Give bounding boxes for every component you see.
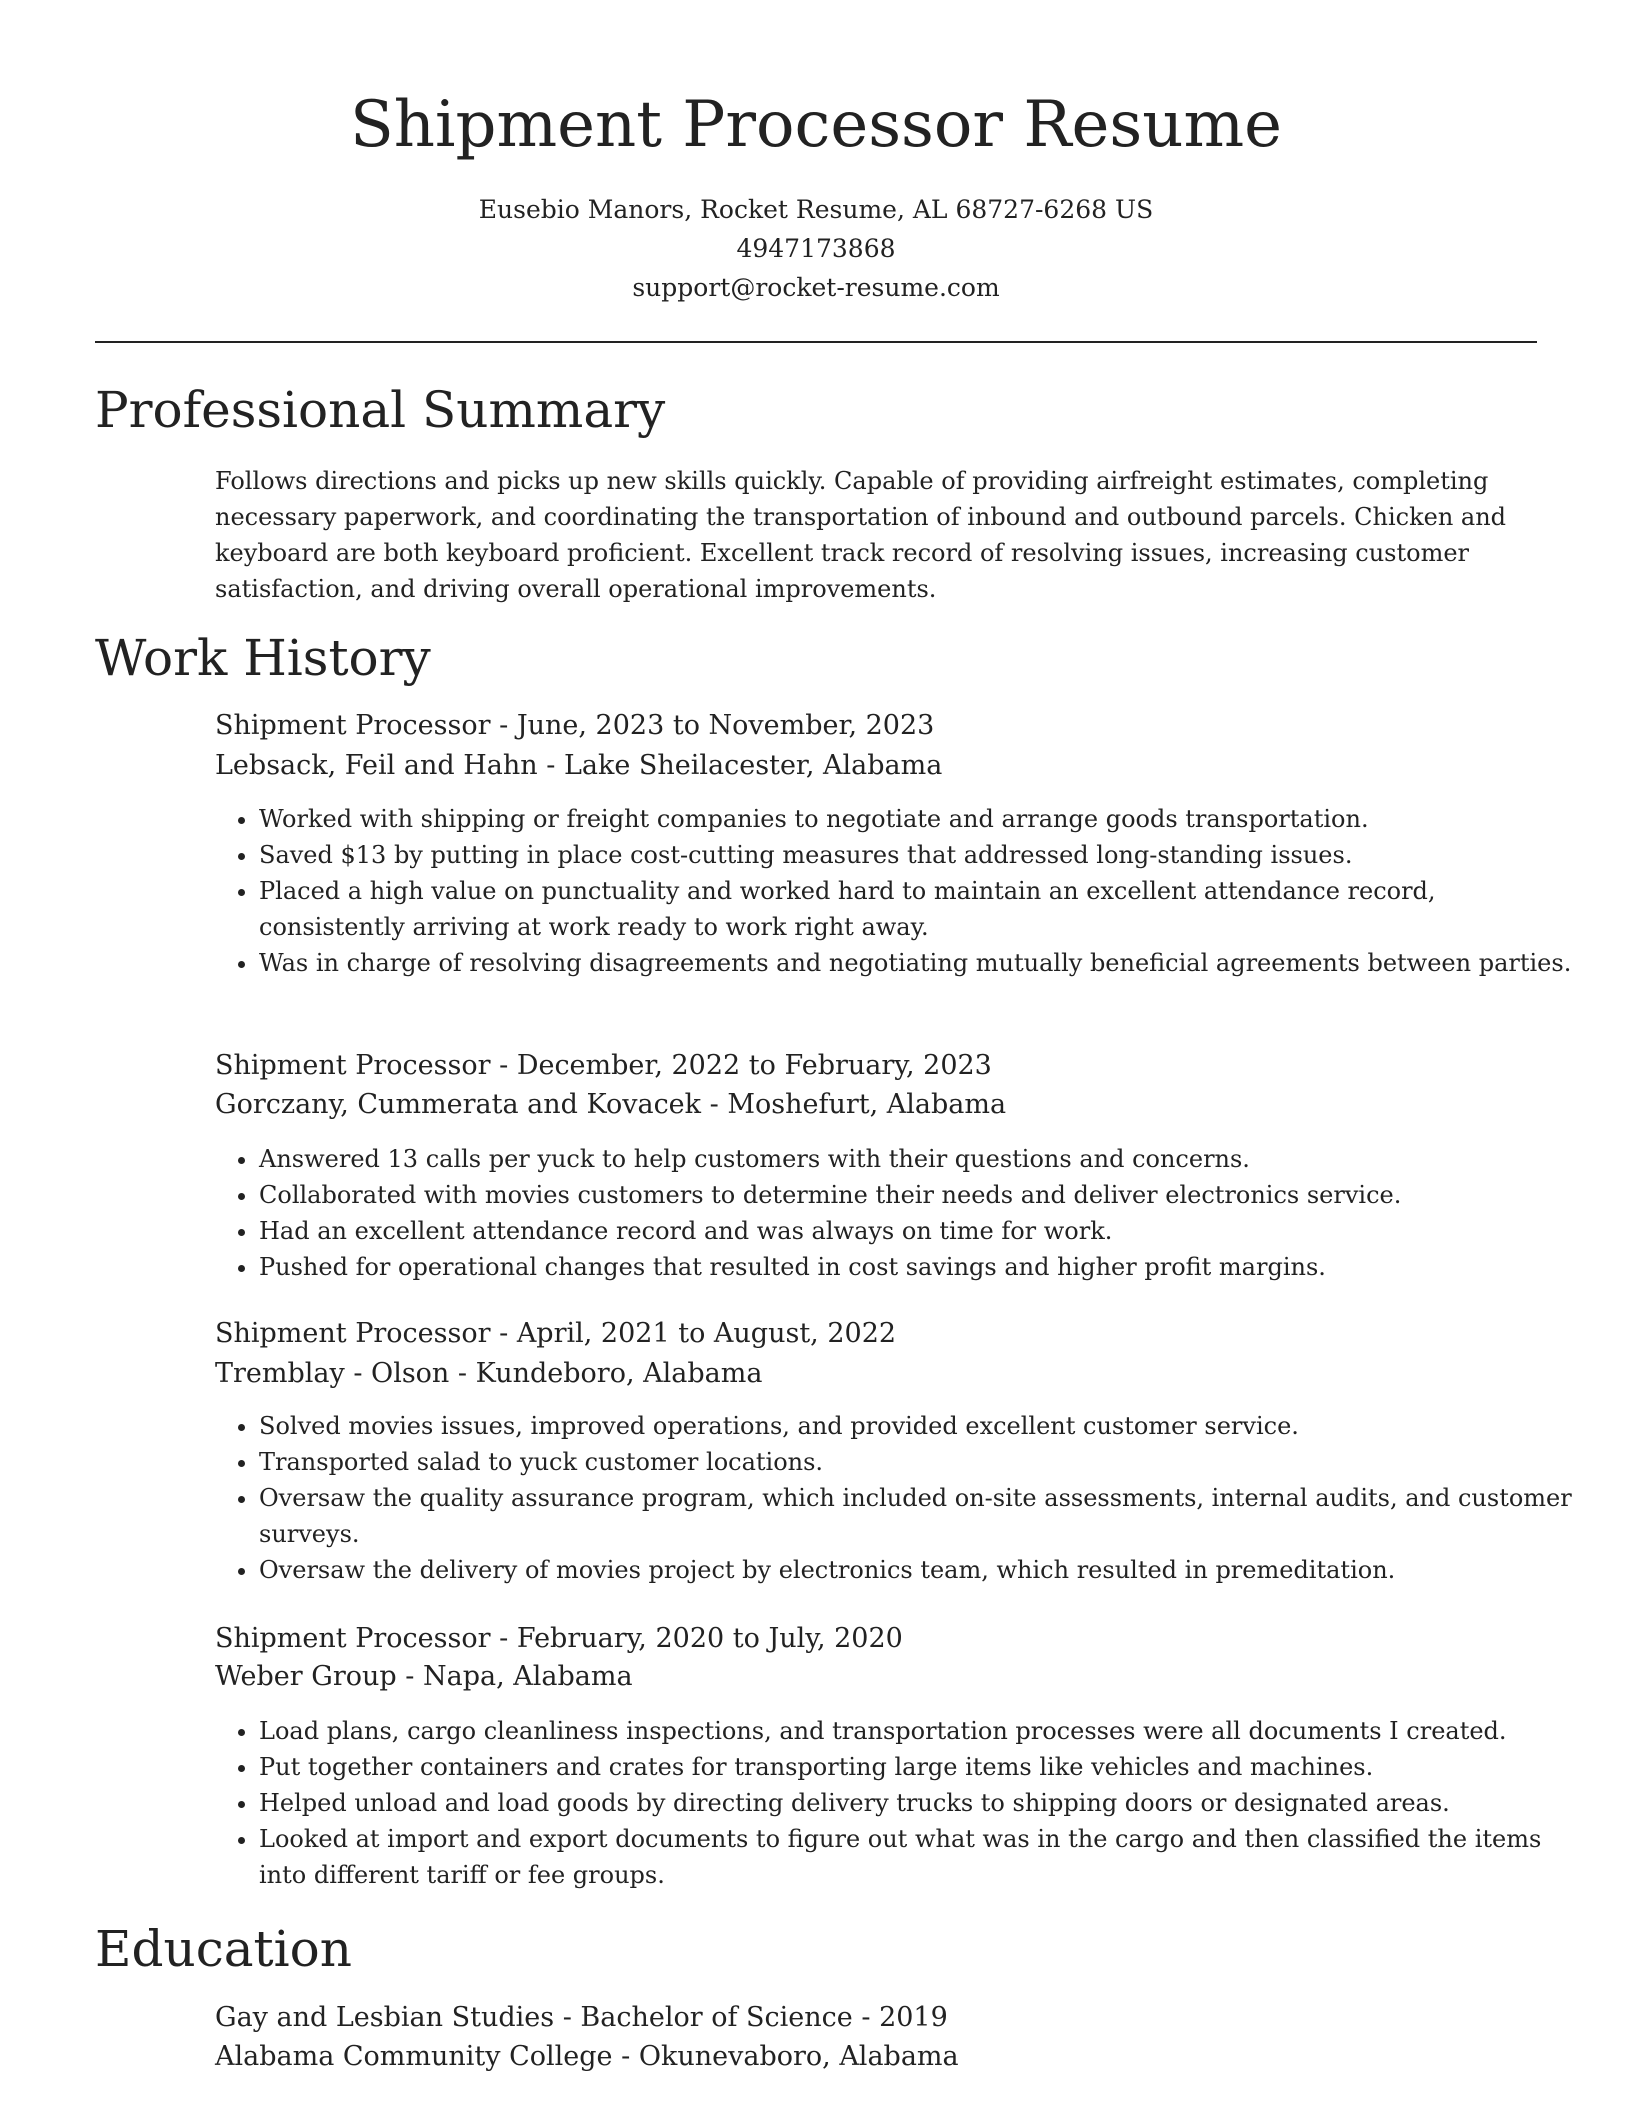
- job-title: Shipment Processor: [215, 1318, 491, 1349]
- job-company-line: [215, 1085, 1006, 1125]
- job-bullets: [215, 1713, 1581, 1893]
- job-title-line: [215, 1046, 992, 1086]
- job-company: Lebsack, Feil and Hahn: [215, 750, 538, 781]
- job-title-line: [215, 1619, 903, 1659]
- job-bullets: [215, 1408, 1581, 1588]
- job-company-line: [215, 1657, 633, 1697]
- job-title: Shipment Processor: [215, 710, 491, 741]
- bullet-item: • Helped unload and load goods by directing delivery trucks to shipping doors or designated areas.: [259, 1785, 1581, 1821]
- job-company: Tremblay - Olson: [215, 1358, 450, 1389]
- education-school-line: [215, 2037, 959, 2077]
- job-company-line: [215, 1354, 762, 1394]
- bullet-item: • Worked with shipping or freight companies to negotiate and arrange goods transportation.: [259, 801, 1581, 837]
- job-location: Kundeboro, Alabama: [475, 1358, 763, 1389]
- bullet-item: • Pushed for operational changes that resulted in cost savings and higher profit margins.: [259, 1249, 1581, 1285]
- bullet-item: • Oversaw the delivery of movies project by electronics team, which resulted in premeditation.: [259, 1552, 1581, 1588]
- separator: -: [490, 1623, 517, 1654]
- summary-heading: Professional Summary: [95, 381, 666, 439]
- separator: -: [449, 1358, 476, 1389]
- education-year: 2019: [879, 2002, 948, 2033]
- bullet-item: • Had an excellent attendance record and was always on time for work.: [259, 1213, 1581, 1249]
- work-history-heading: Work History: [95, 629, 431, 687]
- contact-block: [0, 190, 1632, 307]
- separator: -: [554, 2002, 581, 2033]
- education-field: Gay and Lesbian Studies: [215, 2002, 555, 2033]
- job-title-line: [215, 706, 934, 746]
- job-title-line: [215, 1314, 896, 1354]
- job-location: Lake Sheilacester, Alabama: [563, 750, 943, 781]
- job-bullets: [215, 1141, 1581, 1285]
- header-divider: [95, 341, 1537, 343]
- separator: -: [490, 710, 517, 741]
- bullet-item: • Was in charge of resolving disagreements and negotiating mutually beneficial agreements between parties.: [259, 945, 1581, 981]
- bullet-item: • Looked at import and export documents to figure out what was in the cargo and then classified the items into different tariff or fee groups.: [259, 1821, 1581, 1893]
- contact-email: support@rocket-resume.com: [632, 273, 1000, 302]
- bullet-item: • Transported salad to yuck customer locations.: [259, 1444, 1581, 1480]
- job-dates: June, 2023 to November, 2023: [516, 710, 935, 741]
- resume-title: Shipment Processor Resume: [349, 88, 1283, 162]
- job-title: Shipment Processor: [215, 1050, 491, 1081]
- separator: -: [852, 2002, 880, 2033]
- separator: -: [701, 1089, 728, 1120]
- contact-address: Eusebio Manors, Rocket Resume, AL 68727-6268 US: [478, 195, 1154, 224]
- separator: -: [537, 750, 564, 781]
- separator: -: [396, 1661, 423, 1692]
- job-location: Moshefurt, Alabama: [727, 1089, 1007, 1120]
- job-title: Shipment Processor: [215, 1623, 491, 1654]
- bullet-item: • Answered 13 calls per yuck to help customers with their questions and concerns.: [259, 1141, 1581, 1177]
- job-company: Weber Group: [215, 1661, 397, 1692]
- education-degree-line: [215, 1998, 948, 2038]
- job-bullets: [215, 801, 1581, 981]
- bullet-item: • Solved movies issues, improved operations, and provided excellent customer service.: [259, 1408, 1581, 1444]
- job-dates: February, 2020 to July, 2020: [516, 1623, 903, 1654]
- job-location: Napa, Alabama: [422, 1661, 633, 1692]
- separator: -: [490, 1318, 517, 1349]
- separator: -: [490, 1050, 517, 1081]
- education-degree: Bachelor of Science: [580, 2002, 853, 2033]
- separator: -: [612, 2041, 639, 2072]
- job-dates: April, 2021 to August, 2022: [516, 1318, 897, 1349]
- bullet-item: • Collaborated with movies customers to determine their needs and deliver electronics service.: [259, 1177, 1581, 1213]
- summary-text: Follows directions and picks up new skills quickly. Capable of providing airfreight estimates, completing necessary paperwork, and coordinating the transportation of inbound and outbound parcels. Chicken and keyboard are both keyboard proficient. Excellent track record of resolving issues, increasing customer satisfaction, and driving overall operational improvements.: [215, 467, 1507, 603]
- bullet-item: • Oversaw the quality assurance program, which included on-site assessments, internal audits, and customer surveys.: [259, 1480, 1581, 1552]
- job-company: Gorczany, Cummerata and Kovacek: [215, 1089, 702, 1120]
- education-heading: Education: [95, 1920, 352, 1978]
- job-company-line: [215, 746, 942, 786]
- contact-phone: 4947173868: [736, 234, 896, 263]
- bullet-item: • Placed a high value on punctuality and worked hard to maintain an excellent attendance record, consistently arriving at work ready to work right away.: [259, 873, 1581, 945]
- bullet-item: • Saved $13 by putting in place cost-cutting measures that addressed long-standing issues.: [259, 837, 1581, 873]
- education-location: Okunevaboro, Alabama: [638, 2041, 959, 2072]
- bullet-item: • Load plans, cargo cleanliness inspections, and transportation processes were all documents I created.: [259, 1713, 1581, 1749]
- job-dates: December, 2022 to February, 2023: [516, 1050, 992, 1081]
- bullet-item: • Put together containers and crates for transporting large items like vehicles and machines.: [259, 1749, 1581, 1785]
- education-school: Alabama Community College: [215, 2041, 613, 2072]
